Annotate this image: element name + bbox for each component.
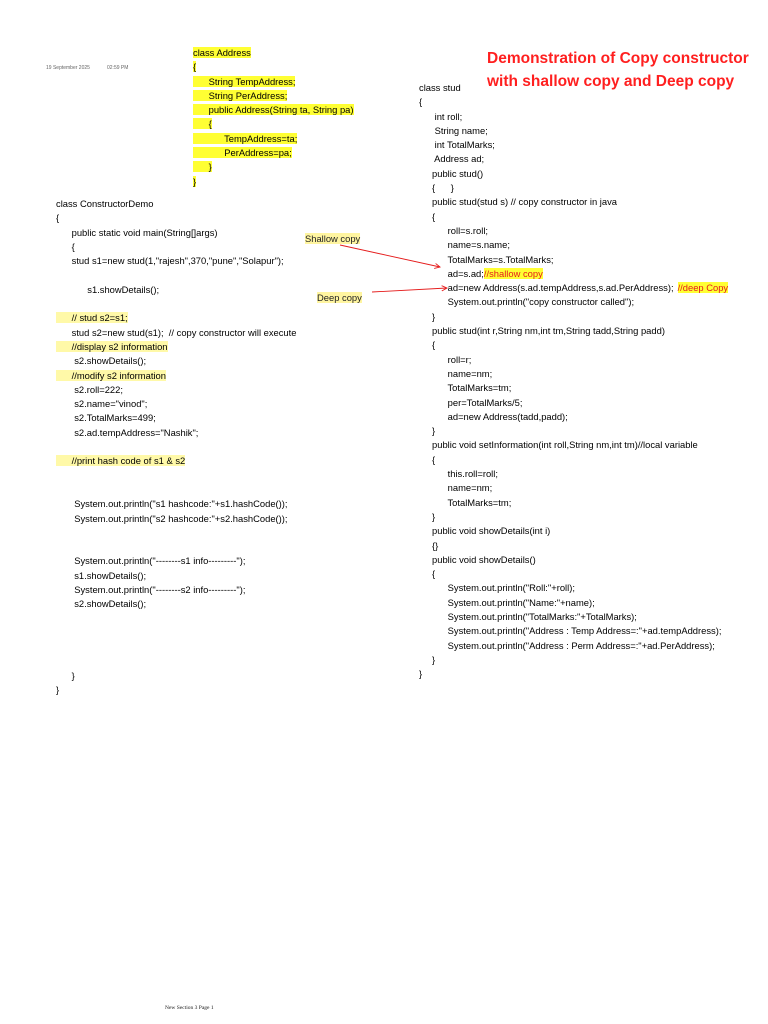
code-text: public static void main(String[]args) bbox=[56, 226, 218, 238]
code-text: ad=s.ad; bbox=[419, 267, 484, 279]
code-text: System.out.println("Address : Perm Address=:"+ad.PerAddress); bbox=[419, 639, 715, 651]
code-text: class Address bbox=[193, 47, 251, 58]
code-text: System.out.println("Roll:"+roll); bbox=[419, 582, 575, 594]
code-text: ad=new Address(tadd,padd); bbox=[419, 410, 568, 422]
code-text: name=s.name; bbox=[419, 239, 510, 251]
code-text: stud s1=new stud(1,"rajesh",370,"pune","Solapur"); bbox=[56, 255, 284, 267]
code-text: public Address(String ta, String pa) bbox=[193, 104, 354, 116]
code-text: class stud bbox=[419, 82, 461, 93]
code-text: { bbox=[419, 568, 436, 580]
code-text: } bbox=[419, 653, 436, 665]
code-text: } bbox=[56, 669, 75, 681]
page-time: 02:59 PM bbox=[107, 65, 129, 71]
code-text: // stud s2=s1; bbox=[56, 312, 128, 324]
code-text: public stud(stud s) // copy constructor in java bbox=[419, 196, 618, 208]
code-text: System.out.println("Name:"+name); bbox=[419, 596, 595, 608]
code-text: stud s2=new stud(s1); // copy constructor will execute bbox=[56, 326, 297, 338]
code-text: this.roll=roll; bbox=[419, 468, 498, 480]
code-text: System.out.println("--------s2 info---------"); bbox=[56, 584, 246, 596]
code-text: { bbox=[419, 453, 436, 465]
code-text: System.out.println("s2 hashcode:"+s2.hashCode()); bbox=[56, 512, 288, 524]
code-text: { bbox=[419, 96, 423, 108]
code-text: } bbox=[419, 425, 436, 437]
code-text: int roll; bbox=[419, 110, 463, 122]
code-text: System.out.println("--------s1 info---------"); bbox=[56, 555, 246, 567]
code-text: Address ad; bbox=[419, 153, 485, 165]
code-text: } bbox=[193, 175, 197, 187]
code-text: { bbox=[193, 61, 197, 73]
shallow-copy-comment: //shallow copy bbox=[483, 267, 543, 279]
code-text: { bbox=[56, 240, 75, 252]
deep-copy-arrow bbox=[372, 288, 447, 292]
title-line1: Demonstration of Copy constructor bbox=[487, 50, 749, 67]
deep-copy-comment: //deep Copy bbox=[677, 282, 729, 294]
code-text: System.out.println("copy constructor called"); bbox=[419, 296, 635, 308]
page-date: 19 September 2025 bbox=[46, 65, 90, 71]
code-text: { bbox=[56, 212, 60, 224]
code-text: s2.roll=222; bbox=[56, 383, 123, 395]
code-text: per=TotalMarks/5; bbox=[419, 396, 523, 408]
code-text: PerAddress=pa; bbox=[193, 147, 292, 159]
code-text: TotalMarks=s.TotalMarks; bbox=[419, 253, 554, 265]
code-text: s1.showDetails(); bbox=[56, 283, 160, 295]
code-text: public void showDetails() bbox=[419, 553, 536, 565]
code-text: name=nm; bbox=[419, 367, 493, 379]
code-text: } bbox=[419, 310, 436, 322]
code-text: { bbox=[193, 118, 212, 130]
code-text: roll=s.roll; bbox=[419, 224, 489, 236]
code-text: public void setInformation(int roll,String nm,int tm)//local variable bbox=[419, 439, 698, 451]
code-text: s2.TotalMarks=499; bbox=[56, 412, 156, 424]
title-line2: with shallow copy and Deep copy bbox=[487, 73, 735, 90]
code-text: TempAddress=ta; bbox=[193, 132, 298, 144]
code-text: } bbox=[193, 161, 212, 173]
code-text: int TotalMarks; bbox=[419, 139, 495, 151]
code-text: { bbox=[419, 339, 436, 351]
code-text: {} bbox=[419, 539, 439, 551]
code-text: public stud() bbox=[419, 167, 484, 179]
code-text: s2.ad.tempAddress="Nashik"; bbox=[56, 426, 199, 438]
code-text: { bbox=[419, 210, 436, 222]
code-text: TotalMarks=tm; bbox=[419, 382, 512, 394]
code-text: s2.name="vinod"; bbox=[56, 398, 148, 410]
code-text: name=nm; bbox=[419, 482, 493, 494]
code-text: public void showDetails(int i) bbox=[419, 525, 551, 537]
code-text: s2.showDetails(); bbox=[56, 355, 147, 367]
code-text: System.out.println("Address : Temp Address=:"+ad.tempAddress); bbox=[419, 625, 722, 637]
code-text: String name; bbox=[419, 124, 488, 136]
code-text: } bbox=[419, 668, 423, 680]
code-text: { } bbox=[419, 182, 454, 194]
shallow-copy-annotation: Shallow copy bbox=[305, 233, 361, 244]
code-text: class ConstructorDemo bbox=[56, 198, 154, 209]
code-text: String TempAddress; bbox=[193, 75, 296, 87]
code-text: //display s2 information bbox=[56, 340, 168, 352]
code-text: public stud(int r,String nm,int tm,String tadd,String padd) bbox=[419, 325, 665, 337]
code-text: //print hash code of s1 & s2 bbox=[56, 455, 186, 467]
page-footer: New Section 3 Page 1 bbox=[165, 1005, 214, 1011]
code-text: System.out.println("s1 hashcode:"+s1.hashCode()); bbox=[56, 498, 288, 510]
code-text: } bbox=[56, 684, 60, 696]
shallow-copy-arrow bbox=[340, 245, 440, 267]
code-text: s1.showDetails(); bbox=[56, 569, 147, 581]
code-text: s2.showDetails(); bbox=[56, 598, 147, 610]
deep-copy-annotation: Deep copy bbox=[317, 292, 362, 303]
code-text: String PerAddress; bbox=[193, 89, 288, 101]
code-text: roll=r; bbox=[419, 353, 472, 365]
code-text: //modify s2 information bbox=[56, 369, 166, 381]
code-text: ad=new Address(s.ad.tempAddress,s.ad.PerAddress); bbox=[419, 282, 674, 294]
code-text: System.out.println("TotalMarks:"+TotalMarks); bbox=[419, 610, 637, 622]
code-text: } bbox=[419, 510, 436, 522]
code-text: TotalMarks=tm; bbox=[419, 496, 512, 508]
